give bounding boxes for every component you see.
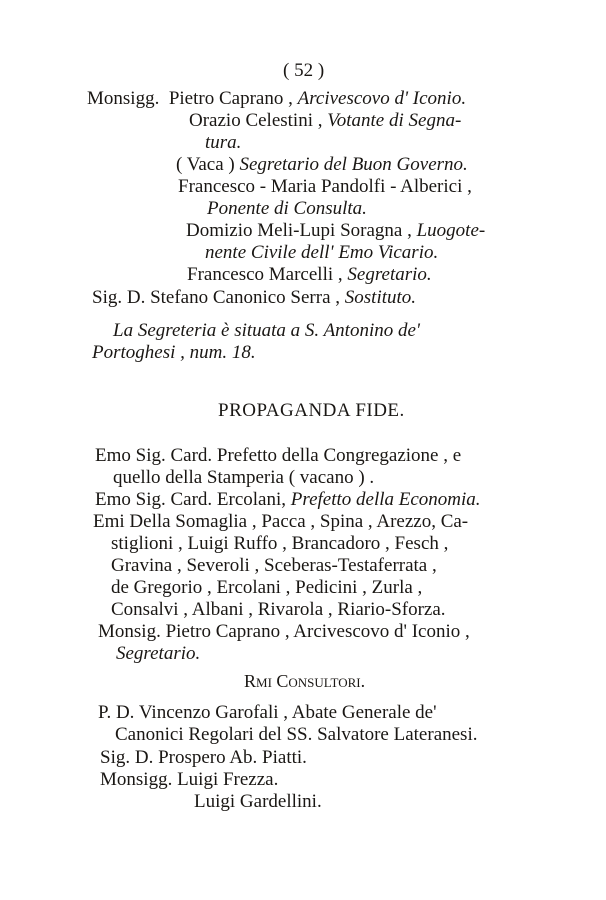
person-name: Emo Sig. Card. Ercolani,	[95, 489, 287, 510]
person-name: Orazio Celestini ,	[189, 110, 323, 131]
person-name: Sig. D. Stefano Canonico Serra ,	[92, 287, 341, 308]
text-line: Luigi Gardellini.	[194, 791, 322, 812]
text-line: Gravina , Severoli , Sceberas-Testaferrata ,	[111, 555, 437, 576]
text-line: Ponente di Consulta.	[207, 198, 367, 219]
text-line: quello della Stamperia ( vacano ) .	[113, 467, 375, 488]
person-title: Sostituto.	[344, 287, 417, 308]
text-line: P. D. Vincenzo Garofali , Abate Generale de'	[98, 702, 437, 723]
text-line: de Gregorio , Ercolani , Pedicini , Zurla ,	[111, 577, 423, 598]
person-title: Segretario.	[347, 264, 432, 285]
subsection-heading: Rmi Consultori.	[244, 671, 366, 691]
text-line	[186, 220, 485, 242]
text-line	[92, 287, 416, 309]
text-line: Segretario.	[116, 643, 201, 664]
text-line: La Segreteria è situata a S. Antonino de'	[113, 320, 420, 341]
text-line	[189, 110, 461, 132]
text-line: Francesco - Maria Pandolfi - Alberici ,	[178, 176, 472, 197]
page-number: ( 52 )	[283, 60, 325, 81]
person-name: Pietro Caprano ,	[168, 88, 293, 109]
text-line	[87, 88, 466, 110]
text-line: Consalvi , Albani , Rivarola , Riario-Sforza.	[111, 599, 446, 620]
text-line: Portoghesi , num. 18.	[92, 342, 256, 363]
vacancy-note: ( Vaca )	[176, 154, 240, 175]
text-line: Sig. D. Prospero Ab. Piatti.	[100, 747, 307, 768]
person-title: Prefetto della Economia.	[290, 489, 481, 510]
text-line: Canonici Regolari del SS. Salvatore Lateranesi.	[115, 724, 478, 745]
person-title: Segretario del Buon Governo.	[239, 154, 468, 175]
text-line: Monsig. Pietro Caprano , Arcivescovo d' Iconio ,	[98, 621, 470, 642]
text-line: stiglioni , Luigi Ruffo , Brancadoro , Fesch ,	[111, 533, 449, 554]
text-line: Emi Della Somaglia , Pacca , Spina , Arezzo, Ca-	[93, 511, 469, 532]
section-heading: PROPAGANDA FIDE.	[218, 400, 405, 421]
text-line: Monsigg. Luigi Frezza.	[100, 769, 279, 790]
text-line	[176, 154, 468, 176]
person-name: Francesco Marcelli ,	[187, 264, 343, 285]
person-title: Votante di Segna-	[327, 110, 462, 131]
text-line: tura.	[205, 132, 242, 153]
person-title: Luogote-	[416, 220, 486, 241]
text-line: Emo Sig. Card. Prefetto della Congregazione , e	[95, 445, 462, 466]
line-prefix: Monsigg.	[87, 88, 160, 109]
person-title: Arcivescovo d' Iconio.	[297, 88, 467, 109]
text-line	[187, 264, 432, 286]
person-name: Domizio Meli-Lupi Soragna ,	[186, 220, 412, 241]
text-line	[95, 489, 481, 511]
text-line: nente Civile dell' Emo Vicario.	[205, 242, 439, 263]
